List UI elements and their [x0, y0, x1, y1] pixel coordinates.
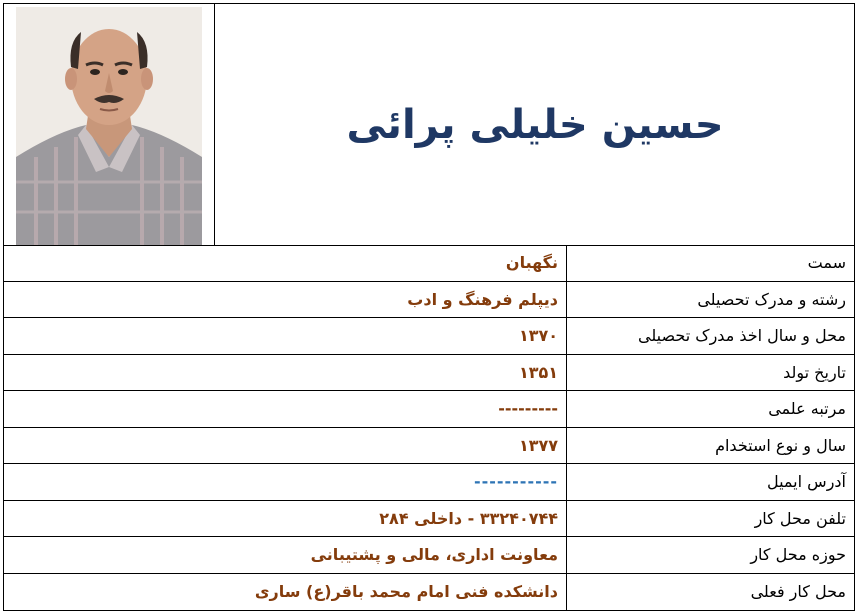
- field-label: تلفن محل کار: [566, 501, 854, 537]
- field-value: معاونت اداری، مالی و پشتیبانی: [310, 545, 558, 565]
- table-row: [4, 282, 854, 319]
- photo-cell: [4, 4, 215, 245]
- table-row: [4, 537, 854, 574]
- field-label: مرتبه علمی: [566, 391, 854, 427]
- field-value: ---------: [498, 399, 558, 419]
- field-value: ۱۳۷۷: [518, 435, 558, 455]
- field-label: رشته و مدرک تحصیلی: [566, 282, 854, 318]
- table-row: [4, 574, 854, 611]
- field-label: محل کار فعلی: [566, 574, 854, 611]
- field-value: ۱۳۷۰: [518, 326, 558, 346]
- table-row: [4, 501, 854, 538]
- table-row: [4, 464, 854, 501]
- field-value: ۱۳۵۱: [518, 362, 558, 382]
- field-value: ۳۳۲۴۰۷۴۴ - داخلی ۲۸۴: [379, 508, 558, 528]
- profile-header: [4, 4, 854, 246]
- field-label: سال و نوع استخدام: [566, 428, 854, 464]
- table-row: [4, 245, 854, 282]
- field-value: دیپلم فرهنگ و ادب: [407, 289, 558, 309]
- table-row: [4, 318, 854, 355]
- info-table: [4, 245, 854, 610]
- table-row: [4, 355, 854, 392]
- table-row: [4, 391, 854, 428]
- person-name: حسین خلیلی پرائی: [346, 101, 724, 148]
- profile-card: [3, 3, 855, 611]
- portrait-image: [16, 7, 202, 245]
- field-label: سمت: [566, 245, 854, 281]
- field-value: دانشکده فنی امام محمد باقر(ع) ساری: [254, 582, 558, 602]
- field-label: تاریخ تولد: [566, 355, 854, 391]
- field-label: محل و سال اخذ مدرک تحصیلی: [566, 318, 854, 354]
- field-value: نگهبان: [505, 253, 558, 273]
- field-label: حوزه محل کار: [566, 537, 854, 573]
- table-row: [4, 428, 854, 465]
- field-label: آدرس ایمیل: [566, 464, 854, 500]
- profile-photo: [16, 7, 202, 245]
- email-value: -----------: [473, 472, 558, 492]
